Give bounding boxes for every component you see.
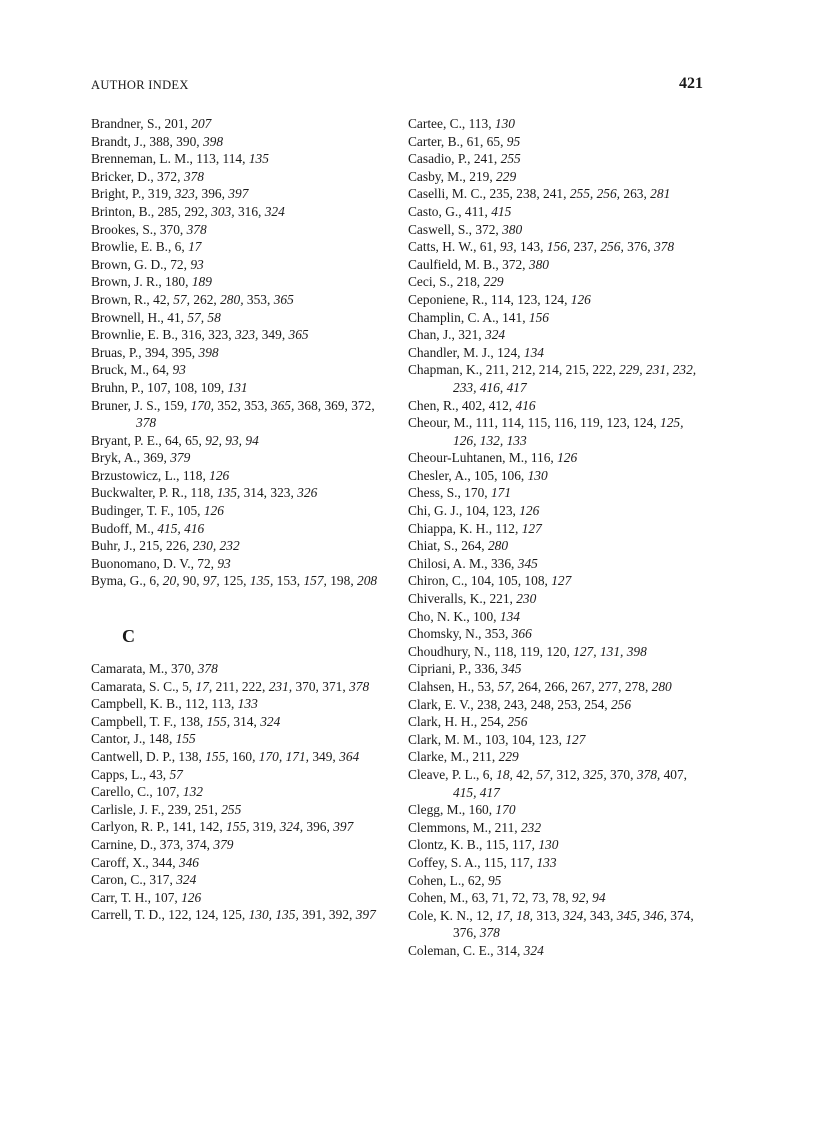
- index-entry: Budoff, M., 415, 416: [91, 520, 205, 536]
- index-entry: Chiat, S., 264, 280: [408, 538, 509, 554]
- index-entry: Carter, B., 61, 65, 95: [408, 133, 521, 149]
- index-entry: Camarata, S. C., 5, 17, 211, 222, 231, 370, 371, 378: [91, 678, 370, 694]
- index-entry: Cleave, P. L., 6, 18, 42, 57, 312, 325, 370, 378, 407, 415, 417: [408, 766, 688, 800]
- index-entry: Browlie, E. B., 6, 17: [91, 239, 202, 255]
- section-gap: [91, 590, 391, 625]
- index-entry: Carlisle, J. F., 239, 251, 255: [91, 801, 242, 817]
- index-entry: Champlin, C. A., 141, 156: [408, 309, 549, 325]
- index-entry: Clemmons, M., 211, 232: [408, 819, 542, 835]
- left-index-column: [91, 115, 391, 924]
- index-entry: Brownell, H., 41, 57, 58: [91, 309, 221, 325]
- index-entry: Campbell, K. B., 112, 113, 133: [91, 696, 258, 712]
- index-entry: Cartee, C., 113, 130: [408, 116, 515, 131]
- index-entry: Catts, H. W., 61, 93, 143, 156, 237, 256, 376, 378: [408, 239, 675, 255]
- index-entry: Brandt, J., 388, 390, 398: [91, 133, 224, 149]
- index-entry: Chiveralls, K., 221, 230: [408, 591, 537, 607]
- index-entry: Casto, G., 411, 415: [408, 203, 512, 219]
- index-entry: Caron, C., 317, 324: [91, 872, 197, 888]
- index-entry: Cho, N. K., 100, 134: [408, 608, 520, 624]
- index-entry: Clahsen, H., 53, 57, 264, 266, 267, 277, 278, 280: [408, 679, 672, 694]
- index-entry: Carello, C., 107, 132: [91, 784, 203, 800]
- index-entry: Campbell, T. F., 138, 155, 314, 324: [91, 713, 281, 729]
- index-entry: Carr, T. H., 107, 126: [91, 889, 202, 905]
- index-entry: Brownlie, E. B., 316, 323, 323, 349, 365: [91, 327, 309, 343]
- index-entry: Brown, J. R., 180, 189: [91, 274, 212, 290]
- index-entry: Cohen, L., 62, 95: [408, 872, 502, 888]
- index-entry: Budinger, T. F., 105, 126: [91, 503, 224, 519]
- running-head: [91, 76, 703, 96]
- index-entry: Brenneman, L. M., 113, 114, 135: [91, 151, 269, 167]
- index-entry: Chi, G. J., 104, 123, 126: [408, 503, 540, 519]
- index-entry: Cantor, J., 148, 155: [91, 731, 196, 747]
- index-entry: Bruas, P., 394, 395, 398: [91, 344, 219, 360]
- index-entry: Ceci, S., 218, 229: [408, 274, 504, 290]
- right-index-column: [408, 115, 708, 960]
- index-entry: Bryk, A., 369, 379: [91, 450, 191, 466]
- index-entry: Cohen, M., 63, 71, 72, 73, 78, 92, 94: [408, 890, 606, 906]
- index-entry: Brzustowicz, L., 118, 126: [91, 467, 230, 483]
- index-entry: Buhr, J., 215, 226, 230, 232: [91, 538, 240, 554]
- index-entry: Carnine, D., 373, 374, 379: [91, 836, 234, 852]
- index-entry: Bright, P., 319, 323, 396, 397: [91, 186, 249, 202]
- running-title: AUTHOR INDEX: [91, 78, 189, 92]
- index-entry: Bruner, J. S., 159, 170, 352, 353, 365, 368, 369, 372, 378: [91, 397, 375, 431]
- index-entry: Cheour-Luhtanen, M., 116, 126: [408, 450, 578, 466]
- index-entry: Brinton, B., 285, 292, 303, 316, 324: [91, 203, 285, 219]
- index-entry: Chilosi, A. M., 336, 345: [408, 555, 538, 571]
- index-entry: Choudhury, N., 118, 119, 120, 127, 131, 398: [408, 643, 647, 659]
- index-entry: Brown, R., 42, 57, 262, 280, 353, 365: [91, 291, 294, 307]
- page-number: 421: [679, 75, 703, 92]
- index-entry: Clegg, M., 160, 170: [408, 802, 516, 818]
- index-entry: Casadio, P., 241, 255: [408, 151, 521, 167]
- index-entry: Carrell, T. D., 122, 124, 125, 130, 135, 391, 392, 397: [91, 907, 376, 923]
- index-entry: Clarke, M., 211, 229: [408, 749, 519, 765]
- index-entry: Casby, M., 219, 229: [408, 168, 517, 184]
- index-entry: Brown, G. D., 72, 93: [91, 256, 204, 272]
- index-entry: Chesler, A., 105, 106, 130: [408, 467, 548, 483]
- index-entry: Bryant, P. E., 64, 65, 92, 93, 94: [91, 432, 259, 448]
- index-entry: Chess, S., 170, 171: [408, 485, 512, 501]
- index-entry: Chandler, M. J., 124, 134: [408, 344, 544, 360]
- index-entry: Caroff, X., 344, 346: [91, 854, 199, 870]
- index-entry: Bruhn, P., 107, 108, 109, 131: [91, 379, 248, 395]
- index-entry: Bricker, D., 372, 378: [91, 168, 204, 184]
- index-entry: Cheour, M., 111, 114, 115, 116, 119, 123, 124, 125, 126, 132, 133: [408, 415, 684, 448]
- index-entry: Caselli, M. C., 235, 238, 241, 255, 256, 263, 281: [408, 186, 671, 202]
- index-entry: Chiron, C., 104, 105, 108, 127: [408, 573, 572, 589]
- index-entry: Chen, R., 402, 412, 416: [408, 397, 536, 413]
- index-entry: Clark, E. V., 238, 243, 248, 253, 254, 256: [408, 696, 632, 712]
- index-entry: Caswell, S., 372, 380: [408, 221, 523, 237]
- index-entry: Ceponiene, R., 114, 123, 124, 126: [408, 291, 591, 307]
- index-entry: Camarata, M., 370, 378: [91, 661, 218, 677]
- index-entry: Clark, H. H., 254, 256: [408, 714, 528, 730]
- index-entry: Buonomano, D. V., 72, 93: [91, 555, 231, 571]
- index-entry: Cantwell, D. P., 138, 155, 160, 170, 171, 349, 364: [91, 749, 360, 764]
- index-entry: Cipriani, P., 336, 345: [408, 661, 522, 677]
- index-entry: Chan, J., 321, 324: [408, 327, 506, 343]
- index-entry: Chomsky, N., 353, 366: [408, 626, 532, 642]
- index-entry: Clontz, K. B., 115, 117, 130: [408, 837, 559, 853]
- index-entry: Chapman, K., 211, 212, 214, 215, 222, 229, 231, 232, 233, 416, 417: [408, 362, 697, 395]
- index-entry: Brandner, S., 201, 207: [91, 116, 212, 131]
- index-entry: Buckwalter, P. R., 118, 135, 314, 323, 326: [91, 485, 318, 501]
- index-entry: Capps, L., 43, 57: [91, 766, 183, 782]
- index-entry: Carlyon, R. P., 141, 142, 155, 319, 324, 396, 397: [91, 819, 354, 835]
- index-entry: Bruck, M., 64, 93: [91, 362, 186, 378]
- index-entry: Clark, M. M., 103, 104, 123, 127: [408, 731, 586, 747]
- index-entry: Cole, K. N., 12, 17, 18, 313, 324, 343, 345, 346, 374, 376, 378: [408, 907, 694, 941]
- index-entry: Brookes, S., 370, 378: [91, 221, 207, 237]
- index-entry: Chiappa, K. H., 112, 127: [408, 520, 542, 536]
- index-entry: Byma, G., 6, 20, 90, 97, 125, 135, 153, 157, 198, 208: [91, 573, 378, 589]
- section-letter-heading: C: [122, 626, 135, 647]
- index-entry: Caulfield, M. B., 372, 380: [408, 256, 549, 272]
- index-entry: Coleman, C. E., 314, 324: [408, 942, 544, 958]
- index-entry: Coffey, S. A., 115, 117, 133: [408, 854, 557, 870]
